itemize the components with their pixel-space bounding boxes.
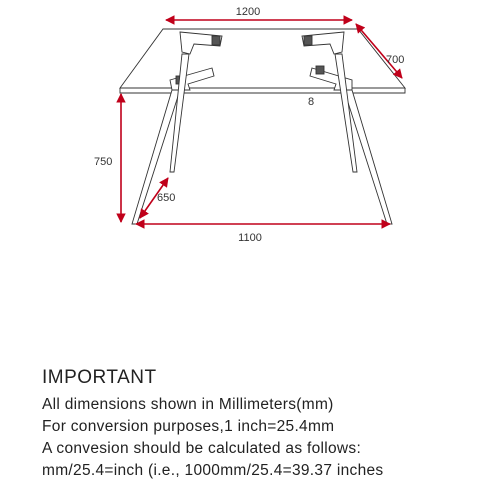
dim-label-leg-span: 1100 bbox=[238, 232, 262, 244]
leg-brackets bbox=[170, 32, 352, 90]
dim-line-width bbox=[356, 24, 405, 78]
notes-heading: IMPORTANT bbox=[42, 367, 157, 388]
dim-label-width: 700 bbox=[386, 54, 405, 66]
dim-label-thickness: 8 bbox=[308, 96, 315, 108]
notes-line-formula: mm/25.4=inch (i.e., 1000mm/25.4=39.37 inches bbox=[42, 462, 384, 479]
dim-label-leg-depth: 650 bbox=[157, 192, 176, 204]
notes-line-conversion: For conversion purposes,1 inch=25.4mm bbox=[42, 418, 335, 435]
notes-line-units: All dimensions shown in Millimeters(mm) bbox=[42, 396, 334, 413]
conversion-notes bbox=[42, 366, 492, 482]
dim-label-height: 750 bbox=[94, 156, 113, 168]
dim-label-length: 1200 bbox=[235, 6, 261, 18]
notes-line-formula-intro: A convesion should be calculated as follows: bbox=[42, 440, 362, 457]
glass-tabletop bbox=[120, 29, 405, 93]
